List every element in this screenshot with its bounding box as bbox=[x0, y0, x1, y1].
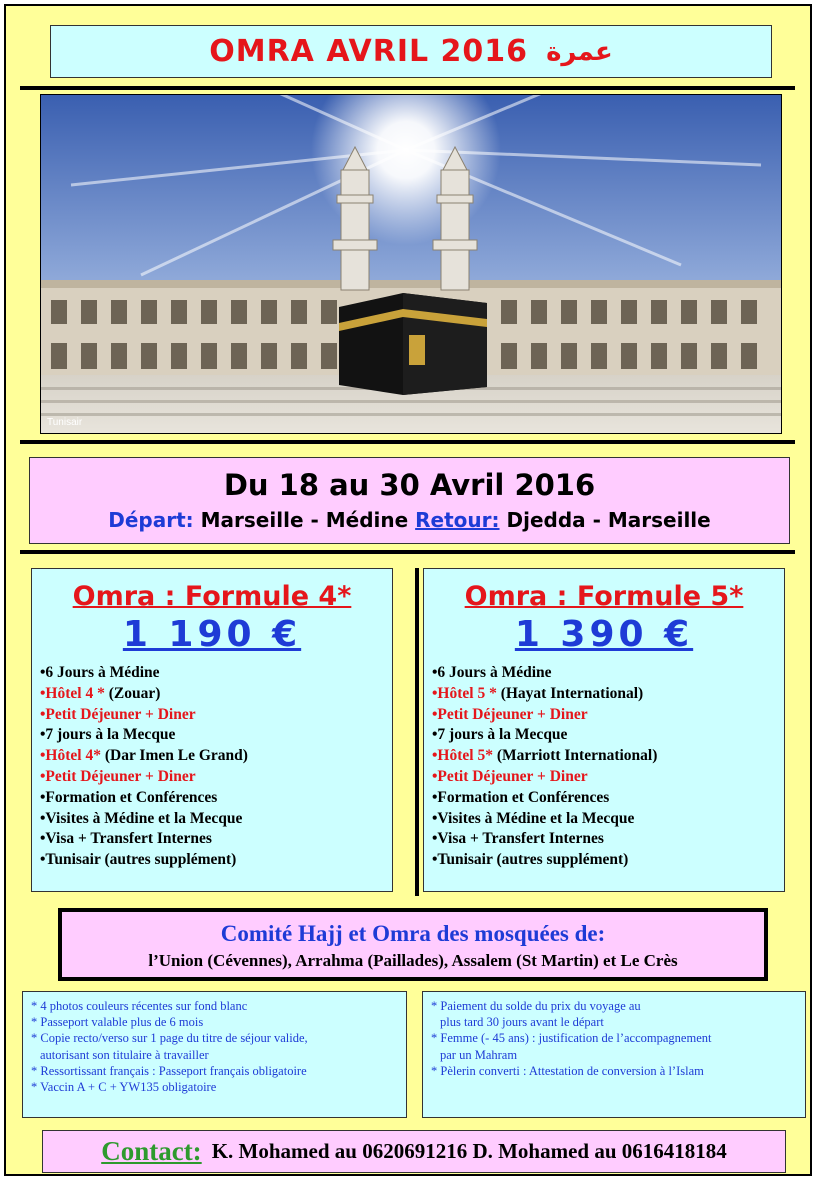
feature-text: •Formation et Conférences bbox=[432, 788, 610, 806]
feature-highlight: •Petit Déjeuner + Diner bbox=[40, 767, 196, 785]
formula-price: 1 190 € bbox=[122, 614, 302, 655]
committee-title: Comité Hajj et Omra des mosquées de: bbox=[220, 921, 606, 946]
feature-text: •Tunisair (autres supplément) bbox=[40, 851, 237, 869]
feature-item bbox=[432, 829, 784, 850]
flyer bbox=[4, 4, 812, 1176]
formula-features bbox=[432, 663, 784, 871]
formula-features bbox=[40, 663, 392, 871]
feature-item bbox=[432, 663, 784, 684]
column-divider bbox=[415, 568, 419, 896]
divider bbox=[20, 550, 795, 554]
feature-item bbox=[40, 829, 392, 850]
condition-item: * Paiement du solde du prix du voyage au bbox=[431, 999, 641, 1013]
required-documents bbox=[22, 991, 407, 1118]
feature-item bbox=[40, 705, 392, 726]
condition-item: par un Mahram bbox=[440, 1047, 518, 1062]
feature-item bbox=[40, 767, 392, 788]
feature-item bbox=[432, 684, 784, 705]
feature-text: •Visites à Médine et la Mecque bbox=[40, 809, 243, 827]
feature-text: •6 Jours à Médine bbox=[40, 664, 160, 681]
travel-dates bbox=[29, 457, 790, 544]
feature-item bbox=[432, 850, 784, 871]
depart-label: Départ: bbox=[108, 508, 194, 532]
photo-watermark: Tunisair bbox=[47, 417, 83, 428]
document-item: * Copie recto/verso sur 1 page du titre de séjour valide, bbox=[31, 1031, 308, 1046]
feature-highlight: •Hôtel 4* bbox=[40, 747, 101, 765]
formula-card-5-star bbox=[423, 568, 785, 892]
feature-text: •6 Jours à Médine bbox=[432, 664, 552, 681]
feature-item bbox=[40, 684, 392, 705]
feature-highlight: •Hôtel 5 * bbox=[432, 684, 497, 702]
contact-label: Contact: bbox=[101, 1136, 202, 1166]
document-item: * Ressortissant français : Passeport français obligatoire bbox=[31, 1063, 307, 1078]
formula-card-4-star bbox=[31, 568, 393, 892]
feature-item bbox=[40, 725, 392, 746]
divider bbox=[20, 86, 795, 90]
retour-label: Retour: bbox=[415, 508, 500, 532]
feature-text: (Marriott International) bbox=[492, 747, 658, 765]
retour-value: Djedda - Marseille bbox=[506, 508, 711, 532]
feature-item bbox=[40, 788, 392, 809]
feature-text: (Zouar) bbox=[104, 684, 161, 702]
feature-item bbox=[432, 725, 784, 746]
feature-text: (Dar Imen Le Grand) bbox=[100, 747, 248, 765]
feature-highlight: •Hôtel 5* bbox=[432, 747, 493, 765]
contact-text: K. Mohamed au 0620691216 D. Mohamed au 0616418184 bbox=[211, 1139, 727, 1163]
committee-mosques: l’Union (Cévennes), Arrahma (Paillades), Assalem (St Martin) et Le Crès bbox=[148, 951, 678, 970]
dates-line: Du 18 au 30 Avril 2016 bbox=[223, 468, 596, 502]
formula-price: 1 390 € bbox=[514, 614, 694, 655]
divider bbox=[20, 440, 795, 444]
feature-item bbox=[40, 663, 392, 684]
kaaba-photo bbox=[40, 94, 782, 434]
feature-text: •Visites à Médine et la Mecque bbox=[432, 809, 635, 827]
feature-highlight: •Petit Déjeuner + Diner bbox=[40, 705, 196, 723]
feature-text: •Tunisair (autres supplément) bbox=[432, 851, 629, 869]
feature-highlight: •Petit Déjeuner + Diner bbox=[432, 767, 588, 785]
feature-item bbox=[40, 850, 392, 871]
feature-item bbox=[40, 809, 392, 830]
document-item: * 4 photos couleurs récentes sur fond blanc bbox=[31, 999, 248, 1013]
page-title: OMRA AVRIL 2016 bbox=[209, 34, 529, 69]
feature-text: •Visa + Transfert Internes bbox=[40, 830, 212, 848]
contact-bar bbox=[42, 1130, 786, 1173]
payment-conditions bbox=[422, 991, 806, 1118]
route-line bbox=[30, 508, 789, 532]
document-item: * Passeport valable plus de 6 mois bbox=[31, 1015, 204, 1030]
condition-item: * Femme (- 45 ans) : justification de l’accompagnement bbox=[431, 1031, 712, 1046]
feature-highlight: •Petit Déjeuner + Diner bbox=[432, 705, 588, 723]
feature-item bbox=[432, 809, 784, 830]
formula-title: Omra : Formule 5* bbox=[464, 581, 744, 612]
feature-item bbox=[432, 705, 784, 726]
feature-text: (Hayat International) bbox=[496, 684, 644, 702]
committee-box bbox=[58, 908, 768, 981]
condition-item: * Pèlerin converti : Attestation de conversion à l’Islam bbox=[431, 1063, 704, 1078]
feature-text: •Formation et Conférences bbox=[40, 788, 218, 806]
page-title-arabic: عمرة bbox=[546, 36, 613, 67]
feature-item bbox=[432, 767, 784, 788]
depart-value: Marseille - Médine bbox=[200, 508, 409, 532]
condition-item: plus tard 30 jours avant le départ bbox=[440, 1015, 604, 1030]
feature-text: •Visa + Transfert Internes bbox=[432, 830, 604, 848]
feature-item bbox=[432, 746, 784, 767]
feature-text: •7 jours à la Mecque bbox=[40, 726, 176, 744]
document-item: * Vaccin A + C + YW135 obligatoire bbox=[31, 1080, 217, 1095]
feature-item bbox=[432, 788, 784, 809]
feature-text: •7 jours à la Mecque bbox=[432, 726, 568, 744]
title-banner bbox=[50, 25, 772, 78]
formula-title: Omra : Formule 4* bbox=[72, 581, 352, 612]
feature-item bbox=[40, 746, 392, 767]
document-item: autorisant son titulaire à travailler bbox=[40, 1047, 209, 1062]
feature-highlight: •Hôtel 4 * bbox=[40, 684, 105, 702]
